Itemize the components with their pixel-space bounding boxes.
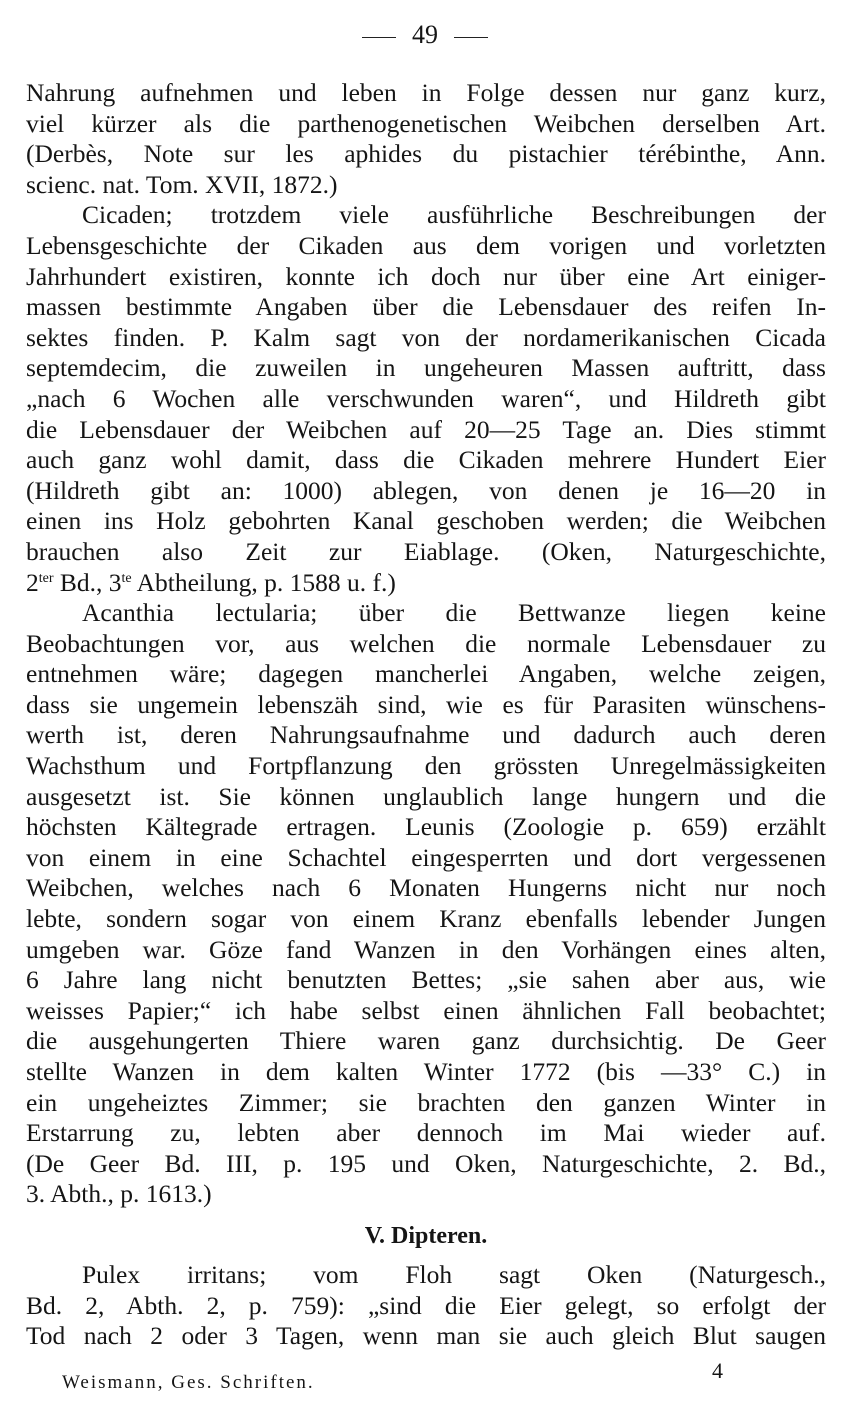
text-line: auch ganz wohl damit, dass die Cikaden mehrere Hundert Eier — [26, 445, 826, 475]
text-line: umgeben war. Göze fand Wanzen in den Vorhängen eines alten, — [26, 934, 826, 964]
text-line: ausgesetzt ist. Sie können unglaublich lange hungern und die — [26, 781, 826, 811]
header-dash-left — [362, 37, 396, 38]
text-line: lebte, sondern sogar von einem Kranz ebenfalls lebender Jungen — [26, 904, 826, 934]
text-line: Jahrhundert existiren, konnte ich doch nur über eine Art einiger- — [26, 261, 826, 291]
text-line: (Hildreth gibt an: 1000) ablegen, von denen je 16—20 in — [26, 475, 826, 505]
signature-mark: 4 — [712, 1358, 723, 1383]
paragraph-cicaden — [26, 200, 826, 598]
text-line: 3. Abth., p. 1613.) — [26, 1179, 212, 1209]
text-line: 6 Jahre lang nicht benutzten Bettes; „sie sahen aber aus, wie — [26, 965, 826, 995]
text-line: brauchen also Zeit zur Eiablage. (Oken, Naturgeschichte, — [26, 536, 826, 566]
text-line: ein ungeheiztes Zimmer; sie brachten den ganzen Winter in — [26, 1087, 826, 1117]
header-dash-right — [454, 37, 488, 38]
text-line: dass sie ungemein lebenszäh sind, wie es für Parasiten wünschens- — [26, 689, 826, 719]
ordinal-suffix: te — [121, 570, 132, 586]
text-line: Pulex irritans; vom Floh sagt Oken (Naturgesch., — [82, 1259, 826, 1289]
text-line: Erstarrung zu, lebten aber dennoch im Mai wieder auf. — [26, 1118, 826, 1148]
paragraph-aphides-end — [26, 78, 826, 200]
section-heading: V. Dipteren. — [364, 1222, 488, 1249]
ordinal-suffix: ter — [38, 570, 54, 586]
page-footer — [62, 1358, 762, 1394]
body-text — [26, 78, 826, 1352]
text-line: höchsten Kältegrade ertragen. Leunis (Zoologie p. 659) erzählt — [26, 812, 826, 842]
text-line: weisses Papier;“ ich habe selbst einen ähnlichen Fall beobachtet; — [26, 995, 826, 1025]
text-line: „nach 6 Wochen alle verschwunden waren“, und Hildreth gibt — [26, 383, 826, 413]
page-number: 49 — [412, 20, 438, 49]
text-line: einen ins Holz gebohrten Kanal geschoben werden; die Weibchen — [26, 506, 826, 536]
text-line: die ausgehungerten Thiere waren ganz durchsichtig. De Geer — [26, 1026, 826, 1056]
paragraph-pulex — [26, 1260, 826, 1352]
ordinal-number: 2 — [26, 567, 39, 597]
text-line: sektes finden. P. Kalm sagt von der nordamerikanischen Cicada — [26, 322, 826, 352]
text-line: von einem in eine Schachtel eingesperrten und dort vergessenen — [26, 842, 826, 872]
footer-signature: Weismann, Ges. Schriften. — [62, 1372, 315, 1393]
text-line: viel kürzer als die parthenogenetischen Weibchen derselben Art. — [26, 108, 826, 138]
text-line: die Lebensdauer der Weibchen auf 20—25 Tage an. Dies stimmt — [26, 414, 826, 444]
page-header — [0, 20, 850, 50]
text-line: septemdecim, die zuweilen in ungeheuren Massen auftritt, dass — [26, 353, 826, 383]
text-line: Weibchen, welches nach 6 Monaten Hungerns nicht nur noch — [26, 873, 826, 903]
paragraph-acanthia — [26, 598, 826, 1210]
text-line: Nahrung aufnehmen und leben in Folge dessen nur ganz kurz, — [26, 78, 826, 107]
reference-text: Bd., — [53, 567, 109, 597]
text-line: scienc. nat. Tom. XVII, 1872.) — [26, 169, 338, 199]
text-line-reference — [26, 568, 826, 599]
text-line: massen bestimmte Angaben über die Lebensdauer des reifen In- — [26, 292, 826, 322]
text-line: (Derbès, Note sur les aphides du pistachier térébinthe, Ann. — [26, 139, 826, 169]
reference-text: Abtheilung, p. 1588 u. f.) — [131, 567, 396, 597]
text-line: Wachsthum und Fortpflanzung den grössten Unregelmässigkeiten — [26, 751, 826, 781]
text-line: Bd. 2, Abth. 2, p. 759): „sind die Eier gelegt, so erfolgt der — [26, 1290, 826, 1320]
text-line: (De Geer Bd. III, p. 195 und Oken, Naturgeschichte, 2. Bd., — [26, 1148, 826, 1178]
text-line: Lebensgeschichte der Cikaden aus dem vorigen und vorletzten — [26, 230, 826, 260]
text-line: entnehmen wäre; dagegen mancherlei Angaben, welche zeigen, — [26, 659, 826, 689]
text-line: Cicaden; trotzdem viele ausführliche Beschreibungen der — [82, 200, 826, 230]
text-line: Tod nach 2 oder 3 Tagen, wenn man sie auch gleich Blut saugen — [26, 1321, 826, 1351]
text-line: stellte Wanzen in dem kalten Winter 1772 (bis —33° C.) in — [26, 1057, 826, 1086]
text-line: Acanthia lectularia; über die Bettwanze liegen keine — [82, 598, 826, 628]
text-line: werth ist, deren Nahrungsaufnahme und dadurch auch deren — [26, 720, 826, 750]
ordinal-number: 3 — [108, 567, 122, 597]
text-line: Beobachtungen vor, aus welchen die normale Lebensdauer zu — [26, 628, 826, 658]
